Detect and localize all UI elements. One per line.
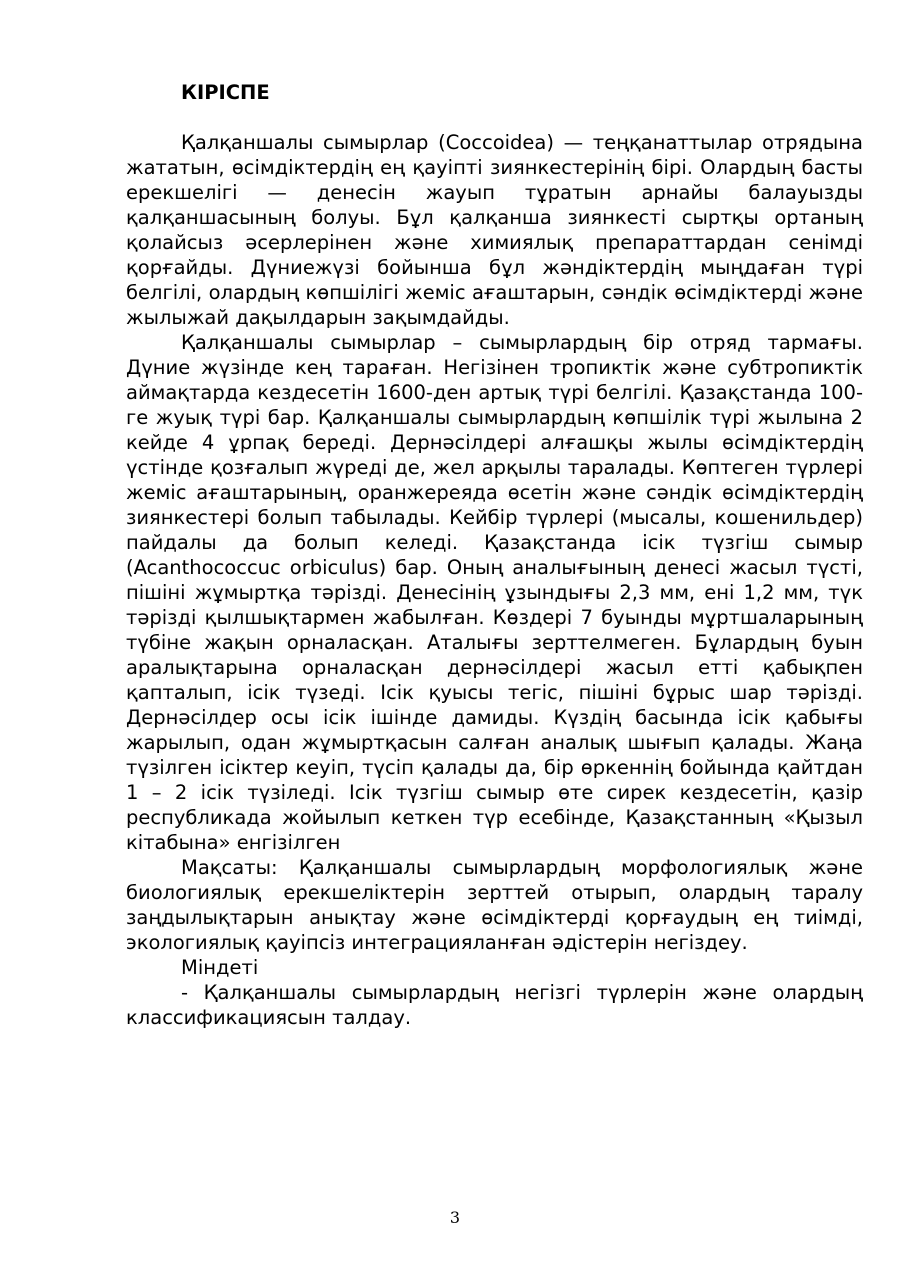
description-paragraph: Қалқаншалы сымырлар – сымырлардың бір отряд тармағы. Дүние жүзінде кең тараған. Негізінен тропиктік және субтропиктік аймақтарда кездесетін 1600-ден артық түрі белгілі. Қазақстанда 100-ге жуық түрі бар. Қалқаншалы сымырлардың көпшілік түрі жылына 2 кейде 4 ұрпақ береді. Дернәсілдері алғашқы жылы өсімдіктердің үстінде қозғалып жүреді де, жел арқылы таралады. Көптеген түрлері жеміс ағаштарының, оранжереяда өсетін және сәндік өсімдіктердің зиянкестері болып табылады. Кейбір түрлері (мысалы, кошенильдер) пайдалы да болып келеді. Қазақстанда ісік түзгіш сымыр (Acanthococcuc orbiculus) бар. Оның аналығының денесі жасыл түсті, пішіні жұмыртқа тәрізді. Денесінің ұзындығы 2,3 мм, ені 1,2 мм, түк тәрізді қылшықтармен жабылған. Көздері 7 буынды мұртшаларының түбіне жақын орналасқан. Аталығы зерттелмеген. Бұлардың буын аралықтарына орналасқан дернәсілдері жасыл етті қабықпен қапталып, ісік түзеді. Ісік қуысы тегіс, пішіні бұрыс шар тәрізді. Дернәсілдер осы ісік ішінде дамиды. Күздің басында ісік қабығы жарылып, одан жұмыртқасын салған аналық шығып қалады. Жаңа түзілген ісіктер кеуіп, түсіп қалады да, бір өркеннің бойында қайтдан 1 – 2 ісік түзіледі. Ісік түзгіш сымыр өте сирек кездесетін, қазір республикада жойылып кеткен түр есебінде, Қазақстанның «Қызыл кітабына» енгізілген xyxy=(126,331,863,854)
page-content xyxy=(126,80,863,1030)
goal-paragraph: Мақсаты: Қалқаншалы сымырлардың морфологиялық және биологиялық ерекшеліктерін зерттей отырып, олардың таралу заңдылықтарын анықтау және өсімдіктерді қорғаудың ең тиімді, экологиялық қауіпсіз интеграцияланған әдістерін негіздеу. xyxy=(126,856,863,954)
page-number: 3 xyxy=(449,1208,461,1227)
task-item: - Қалқаншалы сымырлардың негізгі түрлерін және олардың классификациясын талдау. xyxy=(126,981,863,1029)
tasks-label: Міндеті xyxy=(181,956,259,979)
intro-paragraph: Қалқаншалы сымырлар (Coccoidea) — теңқанаттылар отрядына жататын, өсімдіктердің ең қауіпті зиянкестерінің бірі. Олардың басты ерекшелігі — денесін жауып тұратын арнайы балауызды қалқаншасының болуы. Бұл қалқанша зиянкесті сыртқы ортаның қолайсыз әсерлерінен және химиялық препараттардан сенімді қорғайды. Дүниежүзі бойынша бұл жәндіктердің мыңдаған түрі белгілі, олардың көпшілігі жеміс ағаштарын, сәндік өсімдіктерді және жылыжай дақылдарын зақымдайды. xyxy=(126,131,863,329)
section-heading: КІРІСПЕ xyxy=(181,81,270,104)
